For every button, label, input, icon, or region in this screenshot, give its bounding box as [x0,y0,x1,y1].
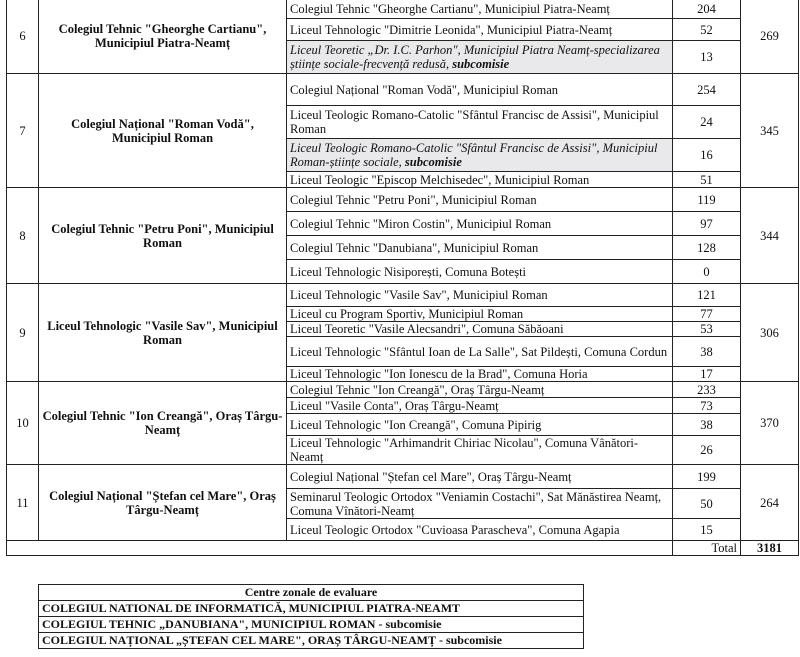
centre-total: 306 [741,284,799,382]
school-unit [287,322,673,337]
school-unit-name: Liceul Tehnologic "Dimitrie Leonida", Municipiul Piatra-Neamț [290,22,613,37]
school-unit-name: Liceul Tehnologic "Arhimandrit Chiriac Nicolau", Comuna Vânători-Neamț [290,436,639,464]
table-row [7,382,799,398]
school-unit [287,236,673,260]
school-unit-name: Liceul "Vasile Conta", Oraș Târgu-Neamț [290,398,499,413]
candidate-count: 204 [673,0,741,19]
school-unit-name: Liceul Teologic Ortodox "Cuvioasa Parascheva", Comuna Agapia [290,522,620,537]
school-unit-name: Colegiul Tehnic "Petru Poni", Municipiul Roman [290,192,537,207]
centre-total: 269 [741,0,799,74]
school-unit-name: Liceul Tehnologic Nisiporești, Comuna Botești [290,264,527,279]
school-unit-name: Liceul Tehnologic "Vasile Sav", Municipiul Roman [290,288,548,302]
table-row [7,284,799,307]
candidate-count: 52 [673,19,741,41]
school-unit-name: Colegiul Tehnic "Miron Costin", Municipiul Roman [290,216,552,231]
school-unit [287,489,673,519]
group-number: 10 [7,382,39,465]
centres-heading-row [39,585,584,601]
exam-centre-name: Colegiul Tehnic "Gheorghe Cartianu", Municipiul Piatra-Neamț [39,0,287,74]
school-unit [287,367,673,382]
school-unit-name: Liceul Tehnologic "Ion Ionescu de la Brad", Comuna Horia [290,367,588,381]
exam-centre-name: Colegiul Național "Roman Vodă", Municipiul Roman [39,74,287,188]
candidate-count: 199 [673,465,741,489]
school-unit [287,106,673,139]
centres-row [39,633,584,649]
candidate-count: 15 [673,519,741,541]
centres-row [39,617,584,633]
candidate-count: 97 [673,212,741,236]
zonal-centres-box [38,584,584,649]
group-number: 6 [7,0,39,74]
centre-total: 370 [741,382,799,465]
subcomisie-tag: subcomisie [404,155,462,169]
school-unit-name: Seminarul Teologic Ortodox "Veniamin Costachi", Sat Mănăstirea Neamț, Comuna Vînători-Neamț [290,489,662,518]
school-unit [287,519,673,541]
candidate-count: 233 [673,382,741,398]
centre-total: 344 [741,188,799,284]
school-unit [287,337,673,367]
exam-centre-name: Colegiul Tehnic "Petru Poni", Municipiul Roman [39,188,287,284]
school-unit-name: Colegiul Național "Ștefan cel Mare", Oraș Târgu-Neamț [290,469,572,484]
candidate-count: 38 [673,414,741,436]
centres-heading: Centre zonale de evaluare [39,585,584,601]
candidate-count: 73 [673,398,741,414]
candidate-count: 38 [673,337,741,367]
school-unit [287,0,673,19]
school-unit [287,188,673,212]
school-unit [287,260,673,284]
candidate-count: 26 [673,436,741,465]
school-unit-name: Liceul Teologic Romano-Catolic "Sfântul Francisc de Assisi", Municipiul Roman [290,108,659,136]
school-unit [287,382,673,398]
subcomisie-tag: subcomisie [452,57,510,71]
school-unit [287,436,673,465]
total-row [7,541,799,556]
school-unit [287,139,673,172]
school-unit-name: Colegiul Național "Roman Vodă", Municipiul Roman [290,82,559,97]
exam-centre-name: Liceul Tehnologic "Vasile Sav", Municipiul Roman [39,284,287,382]
grand-total-label: Total [673,541,741,556]
exam-centre-name: Colegiul Tehnic "Ion Creangă", Oraș Târgu-Neamț [39,382,287,465]
school-unit-name: Liceul Tehnologic "Ion Creangă", Comuna Pipirig [290,417,542,432]
school-unit-name: Liceul cu Program Sportiv, Municipiul Roman [290,307,524,321]
candidate-count: 50 [673,489,741,519]
school-unit [287,398,673,414]
centre-total: 345 [741,74,799,188]
centre-item: COLEGIUL NATIONAL DE INFORMATICĂ, MUNICIPIUL PIATRA-NEAMT [39,601,584,617]
school-unit-name: Liceul Teologic "Episcop Melchisedec", Municipiul Roman [290,172,590,187]
school-unit [287,19,673,41]
candidate-count: 77 [673,307,741,322]
school-unit [287,74,673,106]
exam-centres-table [6,0,799,556]
school-unit [287,172,673,188]
candidate-count: 119 [673,188,741,212]
centre-total: 264 [741,465,799,541]
table-row [7,0,799,19]
table-row [7,465,799,489]
table-row [7,188,799,212]
candidate-count: 254 [673,74,741,106]
school-unit-name: Colegiul Tehnic "Danubiana", Municipiul Roman [290,240,539,255]
school-unit-name: Liceul Teoretic „Dr. I.C. Parhon", Municipiul Piatra Neamț-specializarea științe sociale-frecvență redusă, [290,43,660,71]
candidate-count: 53 [673,322,741,337]
group-number: 7 [7,74,39,188]
candidate-count: 24 [673,106,741,139]
candidate-count: 0 [673,260,741,284]
school-unit [287,212,673,236]
school-unit-name: Liceul Teologic Romano-Catolic "Sfântul Francisc de Assisi", Municipiul Roman-științe sociale, [290,141,658,169]
exam-centre-name: Colegiul Național "Ștefan cel Mare", Oraș Târgu-Neamț [39,465,287,541]
candidate-count: 128 [673,236,741,260]
candidate-count: 17 [673,367,741,382]
table-row [7,74,799,106]
school-unit [287,284,673,307]
candidate-count: 121 [673,284,741,307]
candidate-count: 13 [673,41,741,74]
school-unit [287,41,673,74]
school-unit-name: Liceul Teoretic "Vasile Alecsandri", Comuna Săbăoani [290,322,564,336]
group-number: 11 [7,465,39,541]
school-unit-name: Liceul Tehnologic "Sfântul Ioan de La Salle", Sat Pildești, Comuna Cordun [290,344,668,359]
candidate-count: 51 [673,172,741,188]
school-unit-name: Colegiul Tehnic "Ion Creangă", Oraș Târgu-Neamț [290,382,545,397]
centre-item: COLEGIUL NAȚIONAL „ȘTEFAN CEL MARE", ORAȘ TÂRGU-NEAMȚ - subcomisie [39,633,584,649]
school-unit-name: Colegiul Tehnic "Gheorghe Cartianu", Municipiul Piatra-Neamț [290,1,610,16]
school-unit [287,307,673,322]
group-number: 8 [7,188,39,284]
centres-row [39,601,584,617]
group-number: 9 [7,284,39,382]
grand-total-value: 3181 [741,541,799,556]
candidate-count: 16 [673,139,741,172]
total-row-spacer [7,541,673,556]
table-body [7,0,799,556]
school-unit [287,465,673,489]
school-unit [287,414,673,436]
centre-item: COLEGIUL TEHNIC „DANUBIANA", MUNICIPIUL ROMAN - subcomisie [39,617,584,633]
